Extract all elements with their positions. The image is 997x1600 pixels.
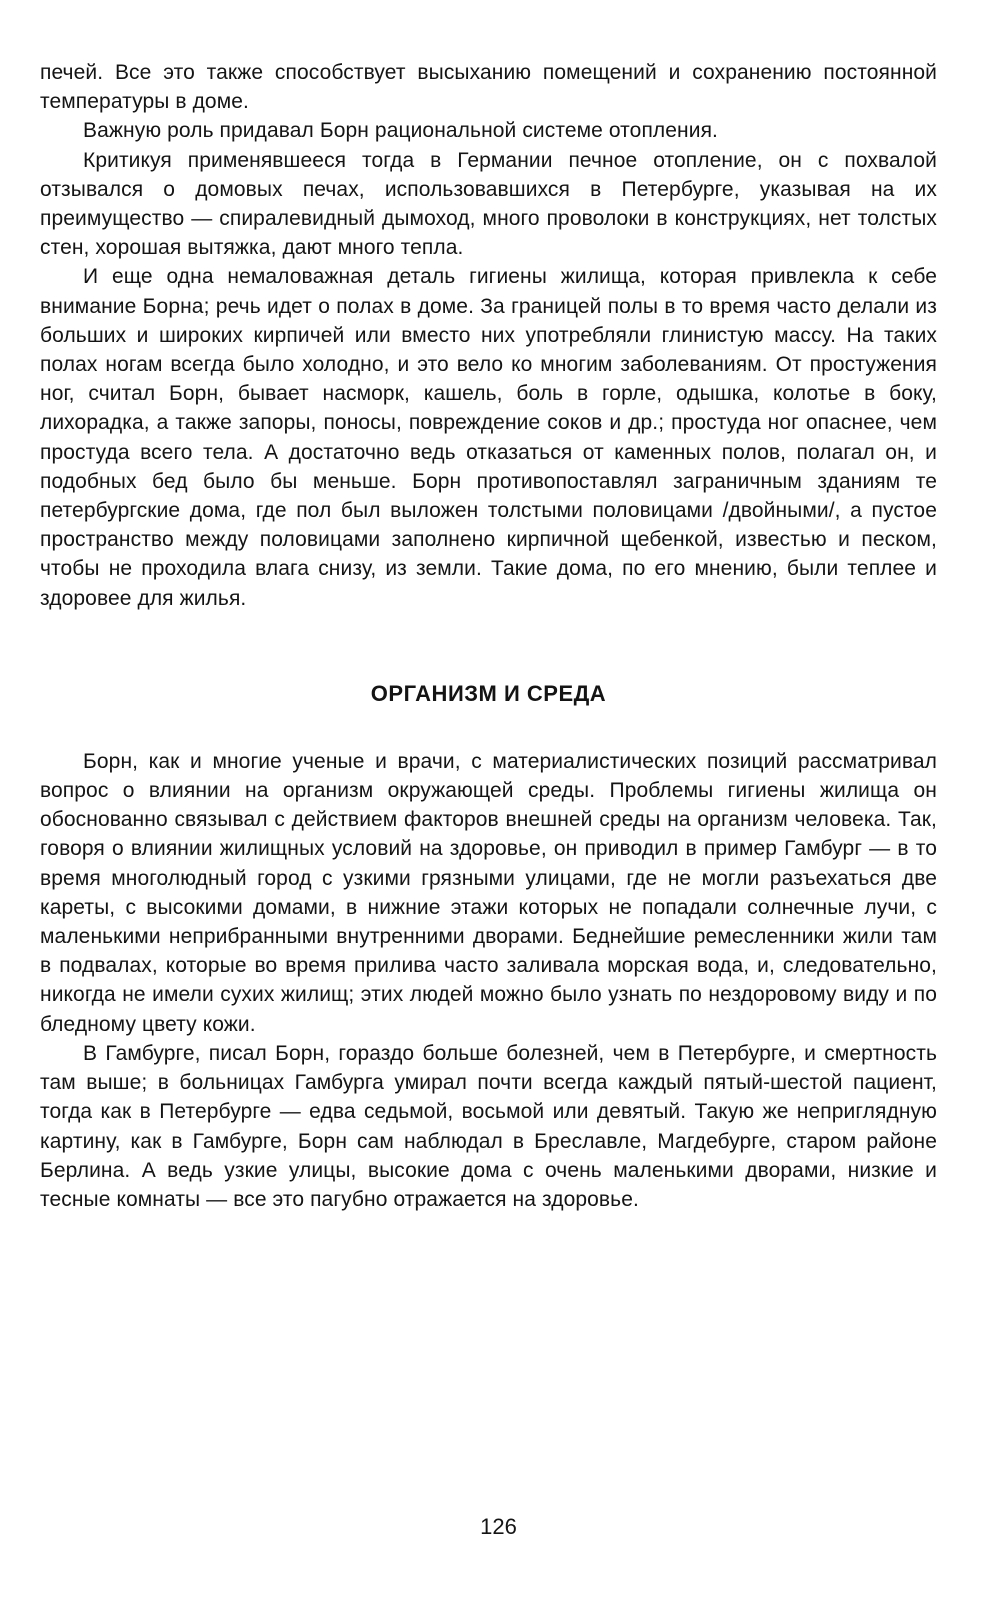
paragraph-hamburg: В Гамбурге, писал Борн, гораздо больше болезней, чем в Петербурге, и смертность там выше; в больницах Гамбурга умирал почти всегда каждый пятый-шестой пациент, тогда как в Петербурге — едва седьмой, восьмой или девятый. Такую же неприглядную картину, как в Гамбурге, Борн сам наблюдал в Бреславле, Магдебурге, старом районе Берлина. А ведь узкие улицы, высокие дома с очень маленькими дворами, низкие и тесные комнаты — все это пагубно отражается на здоровье. [40, 1041, 937, 1211]
section-body [40, 747, 937, 1214]
section-heading: ОРГАНИЗМ И СРЕДА [370, 680, 607, 706]
paragraph-environment: Борн, как и многие ученые и врачи, с материалистических позиций рассматривал вопрос о влиянии на организм окружающей среды. Проблемы гигиены жилища он обоснованно связывал с действием факторов внешней среды на организм человека. Так, говоря о влиянии жилищных условий на здоровье, он приводил в пример Гамбург — в то время многолюдный город с узкими грязными улицами, где не могли разъехаться две кареты, с высокими домами, в нижние этажи которых не попадали солнечные лучи, с маленькими неприбранными внутренними дворами. Беднейшие ремесленники жили там в подвалах, которые во время прилива часто заливала морская вода, и, следовательно, никогда не имели сухих жилищ; этих людей можно было узнать по нездоровому виду и по бледному цвету кожи. [40, 749, 937, 1036]
page-number: 126 [480, 1514, 517, 1539]
paragraph-floors: И еще одна немаловажная деталь гигиены жилища, которая привлекла к себе внимание Борна; речь идет о полах в доме. За границей полы в то время часто делали из больших и широких кирпичей или вместо них употребляли глинистую массу. На таких полах ногам всегда было холодно, и это вело ко многим заболеваниям. От простужения ног, считал Борн, бывает насморк, кашель, боль в горле, одышка, колотье в боку, лихорадка, а также запоры, поносы, повреждение соков и др.; простуда ног опаснее, чем простуда всего тела. А достаточно ведь отказаться от каменных полов, полагал он, и подобных бед было бы меньше. Борн противопоставлял заграничным зданиям те петербургские дома, где пол был выложен толстыми половицами /двойными/, а пустое пространство между половицами заполнено кирпичной щебенкой, известью и песком, чтобы не проходила влага снизу, из земли. Такие дома, по его мнению, были теплее и здоровее для жилья. [40, 265, 937, 610]
book-page [40, 58, 937, 1214]
paragraph-heating: Важную роль придавал Борн рациональной системе отопления. [83, 119, 718, 143]
paragraph-continuation: печей. Все это также способствует высыханию помещений и сохранению постоянной температуры в доме. [40, 61, 937, 114]
paragraph-stoves: Критикуя применявшееся тогда в Германии печное отопление, он с похвалой отзывался о домовых печах, использовавшихся в Петербурге, указывая на их преимущество — спиралевидный дымоход, много проволоки в конструкциях, нет толстых стен, хорошая вытяжка, дают много тепла. [40, 148, 937, 260]
